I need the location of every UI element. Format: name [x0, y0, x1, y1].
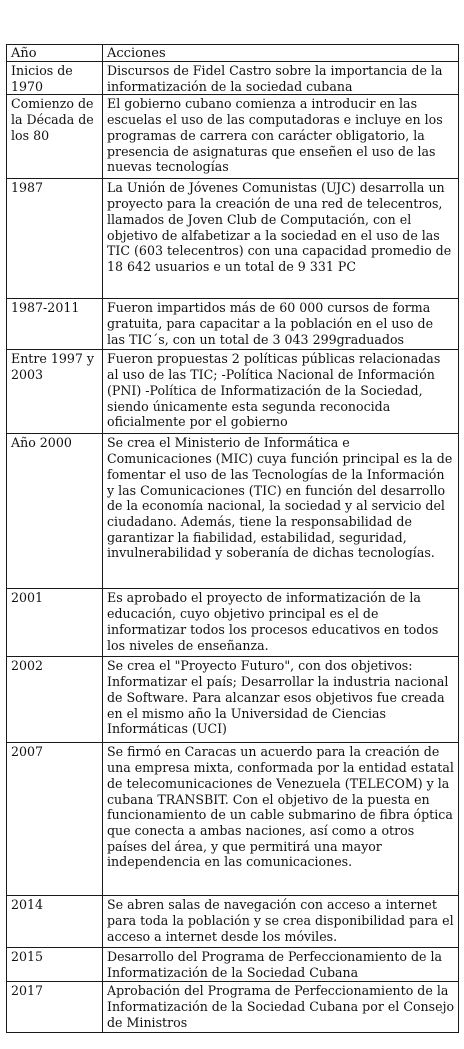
row-action: Fueron propuestas 2 políticas públicas relacionadas al uso de las TIC; -Política Nacional de Información (PNI) -Política de Informatización de la Sociedad, siendo únicamente esta segunda reconocida oficialmente por el gobierno [103, 350, 459, 434]
table-row [7, 896, 459, 948]
header-actions: Acciones [103, 45, 459, 62]
row-year: 1987-2011 [7, 299, 103, 350]
row-year: Entre 1997 y 2003 [7, 350, 103, 434]
header-year: Año [7, 45, 103, 62]
table-row [7, 434, 459, 589]
row-action: Se crea el "Proyecto Futuro", con dos objetivos: Informatizar el país; Desarrollar la industria nacional de Software. Para alcanzar esos objetivos fue creada en el mismo año la Universidad de Ciencias Informáticas (UCI) [103, 657, 459, 743]
row-year: 2017 [7, 982, 103, 1033]
row-year: Comienzo de la Década de los 80 [7, 95, 103, 179]
table-header-row [7, 45, 459, 62]
table-row [7, 743, 459, 896]
table-row [7, 62, 459, 95]
row-year: 2002 [7, 657, 103, 743]
row-action: Aprobación del Programa de Perfeccionamiento de la Informatización de la Sociedad Cubana por el Consejo de Ministros [103, 982, 459, 1033]
row-year: 2007 [7, 743, 103, 896]
row-year: Año 2000 [7, 434, 103, 589]
timeline-table-container [6, 44, 458, 1033]
table-row [7, 948, 459, 982]
row-year: 2015 [7, 948, 103, 982]
table-row [7, 299, 459, 350]
table-row [7, 95, 459, 179]
row-action: Se abren salas de navegación con acceso a internet para toda la población y se crea disponibilidad para el acceso a internet desde los móviles. [103, 896, 459, 948]
row-action: Se firmó en Caracas un acuerdo para la creación de una empresa mixta, conformada por la entidad estatal de telecomunicaciones de Venezuela (TELECOM) y la cubana TRANSBIT. Con el objetivo de la puesta en funcionamiento de un cable submarino de fibra óptica que conecta a ambas naciones, así como a otros países del área, y que permitirá una mayor independencia en las comunicaciones. [103, 743, 459, 896]
row-action: Fueron impartidos más de 60 000 cursos de forma gratuita, para capacitar a la población en el uso de las TIC´s, con un total de 3 043 299graduados [103, 299, 459, 350]
row-year: Inicios de 1970 [7, 62, 103, 95]
row-action: Discursos de Fidel Castro sobre la importancia de la informatización de la sociedad cubana [103, 62, 459, 95]
timeline-table [6, 44, 459, 1033]
row-year: 2001 [7, 589, 103, 657]
row-action: El gobierno cubano comienza a introducir en las escuelas el uso de las computadoras e incluye en los programas de carrera con carácter obligatorio, la presencia de asignaturas que enseñen el uso de las nuevas tecnologías [103, 95, 459, 179]
table-row [7, 982, 459, 1033]
row-action: Desarrollo del Programa de Perfeccionamiento de la Informatización de la Sociedad Cubana [103, 948, 459, 982]
row-action: La Unión de Jóvenes Comunistas (UJC) desarrolla un proyecto para la creación de una red de telecentros, llamados de Joven Club de Computación, con el objetivo de alfabetizar a la sociedad en el uso de las TIC (603 telecentros) con una capacidad promedio de 18 642 usuarios e un total de 9 331 PC [103, 179, 459, 299]
table-row [7, 589, 459, 657]
table-row [7, 657, 459, 743]
row-action: Es aprobado el proyecto de informatización de la educación, cuyo objetivo principal es el de informatizar todos los procesos educativos en todos los niveles de enseñanza. [103, 589, 459, 657]
row-year: 2014 [7, 896, 103, 948]
row-action: Se crea el Ministerio de Informática e Comunicaciones (MIC) cuya función principal es la de fomentar el uso de las Tecnologías de la Información y las Comunicaciones (TIC) en función del desarrollo de la economía nacional, la sociedad y al servicio del ciudadano. Además, tiene la responsabilidad de garantizar la fiabilidad, estabilidad, seguridad, invulnerabilidad y soberanía de dichas tecnologías. [103, 434, 459, 589]
table-row [7, 179, 459, 299]
row-year: 1987 [7, 179, 103, 299]
table-row [7, 350, 459, 434]
